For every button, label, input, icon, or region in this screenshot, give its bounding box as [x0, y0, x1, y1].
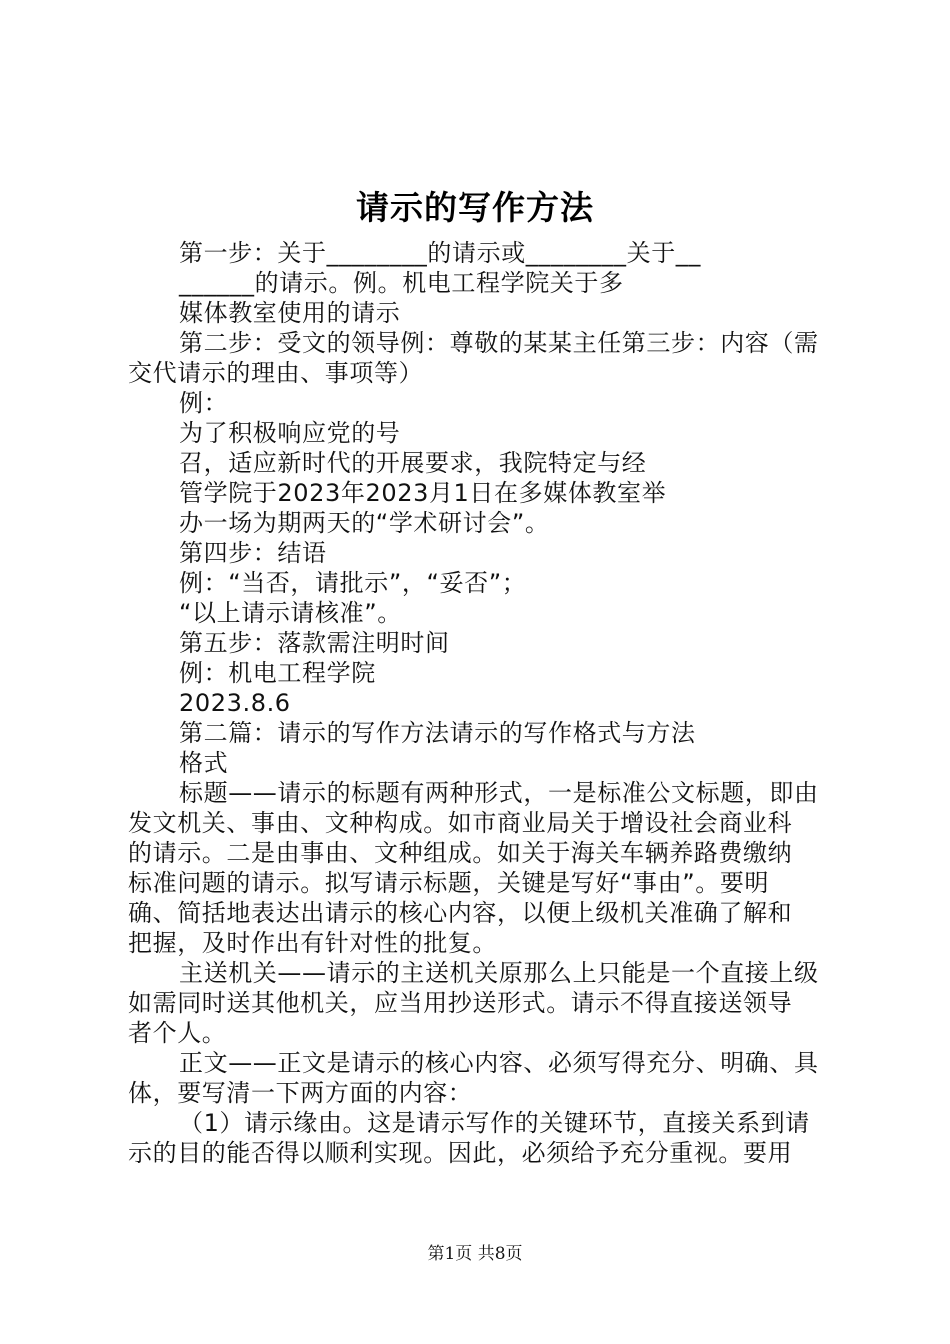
body-line: 格式	[179, 749, 229, 777]
body-line: 媒体教室使用的请示	[179, 299, 401, 327]
document-title: 请示的写作方法	[356, 188, 594, 227]
page-number-footer: 第1页 共8页	[427, 1244, 523, 1264]
body-line: 为了积极响应党的号	[179, 419, 401, 447]
body-line: 主送机关——请示的主送机关原那么上只能是一个直接上级	[179, 959, 819, 987]
body-line: 体，要写清一下两方面的内容：	[128, 1079, 473, 1107]
body-line: 第二篇：请示的写作方法请示的写作格式与方法	[179, 719, 696, 747]
body-line: “以上请示请核准”。	[179, 599, 402, 627]
body-line: 示的目的能否得以顺利实现。因此，必须给予充分重视。要用	[128, 1139, 793, 1167]
body-line: 2023.8.6	[179, 689, 291, 717]
body-line: 办一场为期两天的“学术研讨会”。	[179, 509, 550, 537]
body-line: 的请示。二是由事由、文种组成。如关于海关车辆养路费缴纳	[128, 839, 793, 867]
body-line: 正文——正文是请示的核心内容、必须写得充分、明确、具	[179, 1049, 819, 1077]
body-line: 第五步：落款需注明时间	[179, 629, 450, 657]
body-line: 召，适应新时代的开展要求，我院特定与经	[179, 449, 647, 477]
body-line: 交代请示的理由、事项等）	[128, 359, 424, 387]
body-line: 管学院于2023年2023月1日在多媒体教室举	[179, 479, 667, 507]
body-line: 发文机关、事由、文种构成。如市商业局关于增设社会商业科	[128, 809, 793, 837]
body-line: 标题——请示的标题有两种形式，一是标准公文标题，即由	[179, 779, 819, 807]
body-line: （1）请示缘由。这是请示写作的关键环节，直接关系到请	[179, 1109, 810, 1137]
body-line: 例：机电工程学院	[179, 659, 376, 687]
body-line: 第一步：关于________的请示或________关于__	[179, 239, 701, 267]
body-line: 者个人。	[128, 1019, 227, 1047]
body-line: 第四步：结语	[179, 539, 327, 567]
body-line: 例：	[179, 389, 229, 417]
body-line: 确、简括地表达出请示的核心内容，以便上级机关准确了解和	[128, 899, 793, 927]
body-line: ______的请示。例。机电工程学院关于多	[179, 269, 624, 297]
body-line: 如需同时送其他机关，应当用抄送形式。请示不得直接送领导	[128, 989, 793, 1017]
body-line: 第二步：受文的领导例：尊敬的某某主任第三步：内容（需	[179, 329, 819, 357]
body-line: 标准问题的请示。拟写请示标题，关键是写好“事由”。要明	[128, 869, 770, 897]
body-line: 把握，及时作出有针对性的批复。	[128, 929, 497, 957]
body-line: 例：“当否，请批示”，“妥否”；	[179, 569, 527, 597]
